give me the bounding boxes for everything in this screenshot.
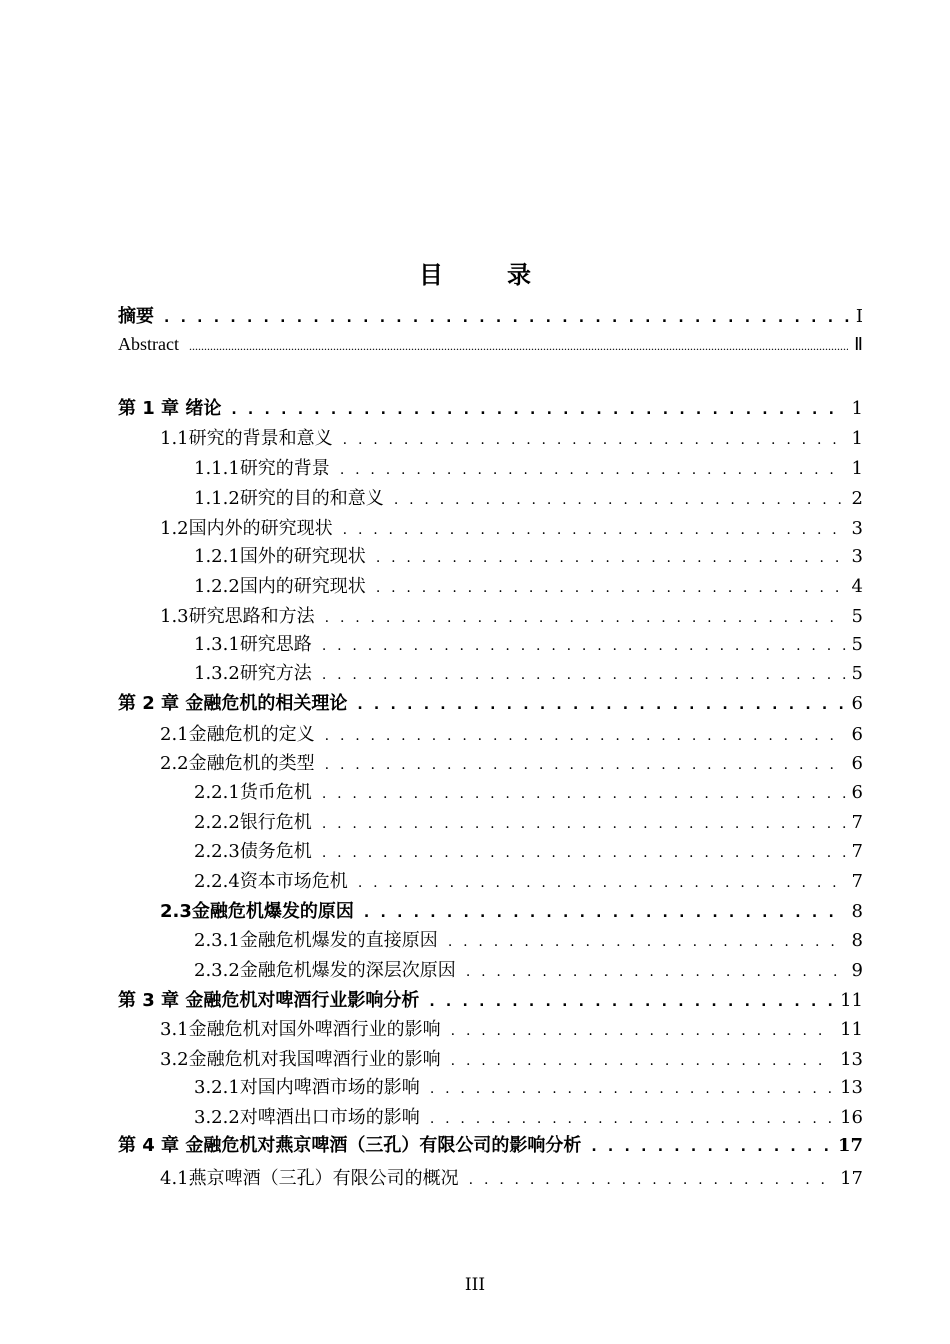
toc-leader-dots [466, 964, 846, 980]
toc-entry-subsection[interactable] [194, 956, 863, 982]
toc-leader-dots [325, 610, 846, 626]
toc-entry-subsection[interactable] [194, 926, 863, 952]
toc-page: 7 [851, 871, 863, 892]
toc-page: 5 [851, 606, 863, 627]
toc-leader-dots [429, 994, 834, 1010]
toc-page: 2 [851, 488, 863, 509]
toc-leader-dots [189, 339, 848, 354]
toc-page: 3 [851, 518, 863, 539]
toc-label: 研究思路 [239, 634, 312, 655]
toc-number: 1.2.1 [194, 546, 240, 567]
toc-entry-section[interactable] [160, 720, 863, 746]
toc-page: 8 [851, 901, 863, 922]
toc-leader-dots [322, 667, 846, 683]
toc-entry-subsection[interactable] [194, 630, 863, 656]
toc-entry-chapter[interactable] [118, 1131, 863, 1157]
toc-label: Abstract [118, 334, 179, 354]
toc-page: 7 [851, 812, 863, 833]
toc-entry-section[interactable] [160, 1015, 863, 1041]
toc-leader-dots [376, 580, 846, 596]
toc-label: 货币危机 [239, 782, 312, 803]
toc-label: 国内的研究现状 [239, 576, 366, 597]
toc-leader-dots [325, 757, 846, 773]
toc-page: 6 [851, 753, 863, 774]
toc-leader-dots [364, 905, 846, 921]
toc-label: 金融危机对我国啤酒行业的影响 [188, 1049, 441, 1070]
toc-title-char-1: 目 [419, 261, 443, 289]
toc-page: 4 [851, 576, 863, 597]
toc-number: 1.1.2 [194, 488, 240, 509]
toc-page: 6 [851, 782, 863, 803]
toc-page: 7 [851, 841, 863, 862]
toc-number: 1.1.1 [194, 458, 240, 479]
toc-leader-dots [357, 697, 845, 713]
toc-entry-subsection[interactable] [194, 1073, 863, 1099]
toc-entry-abstract-en[interactable] [118, 334, 863, 355]
toc-number: 3.1 [160, 1019, 189, 1040]
toc-page: 17 [837, 1135, 863, 1156]
toc-label: 第 1 章 绪论 [118, 398, 222, 419]
toc-leader-dots [322, 845, 846, 861]
toc-entry-subsection[interactable] [194, 542, 863, 568]
toc-page: 11 [840, 990, 863, 1011]
toc-entry-section[interactable] [160, 1045, 863, 1071]
toc-entry-chapter[interactable] [118, 986, 863, 1012]
toc-number: 2.2.2 [194, 812, 240, 833]
toc-label: 第 4 章 金融危机对燕京啤酒（三孔）有限公司的影响分析 [118, 1135, 582, 1156]
toc-title [0, 255, 950, 290]
toc-page: 17 [840, 1168, 863, 1189]
toc-label: 研究方法 [239, 663, 312, 684]
toc-leader-dots [469, 1172, 834, 1188]
toc-number: 2.3.1 [194, 930, 240, 951]
toc-label: 对啤酒出口市场的影响 [239, 1107, 420, 1128]
toc-entry-subsection[interactable] [194, 867, 863, 893]
toc-entry-section[interactable] [160, 602, 863, 628]
toc-entry-chapter[interactable] [118, 394, 863, 420]
toc-leader-dots [430, 1081, 834, 1097]
toc-label: 研究的背景和意义 [188, 428, 333, 449]
toc-page: 1 [851, 398, 863, 419]
toc-label: 研究思路和方法 [188, 606, 315, 627]
toc-leader-dots [376, 550, 846, 566]
toc-label: 摘要 [118, 306, 154, 327]
toc-label: 金融危机的定义 [188, 724, 315, 745]
toc-label: 债务危机 [239, 841, 312, 862]
toc-entry-subsection[interactable] [194, 837, 863, 863]
toc-page: 11 [840, 1019, 863, 1040]
toc-leader-dots [343, 522, 846, 538]
toc-leader-dots [164, 310, 850, 326]
toc-entry-section[interactable] [160, 749, 863, 775]
toc-page: 6 [851, 724, 863, 745]
toc-entry-subsection[interactable] [194, 659, 863, 685]
toc-number: 3.2.2 [194, 1107, 240, 1128]
toc-leader-dots [358, 875, 846, 891]
toc-label: 燕京啤酒（三孔）有限公司的概况 [188, 1168, 459, 1189]
page-number: III [464, 1275, 486, 1295]
toc-page: 8 [851, 930, 863, 951]
toc-leader-dots [322, 638, 846, 654]
toc-number: 1.3.1 [194, 634, 240, 655]
toc-leader-dots [322, 786, 846, 802]
toc-leader-dots [343, 432, 846, 448]
toc-page: 5 [851, 634, 863, 655]
toc-number: 1.3.2 [194, 663, 240, 684]
toc-number: 2.3.2 [194, 960, 240, 981]
toc-entry-subsection[interactable] [194, 572, 863, 598]
toc-page: 5 [851, 663, 863, 684]
toc-label: 金融危机爆发的原因 [191, 901, 354, 922]
toc-label: 金融危机的类型 [188, 753, 315, 774]
toc-page: Ⅱ [854, 334, 863, 354]
toc-number: 2.2.4 [194, 871, 240, 892]
toc-page: 13 [840, 1077, 863, 1098]
toc-number: 2.2.1 [194, 782, 240, 803]
toc-leader-dots [231, 402, 845, 418]
toc-entry-section[interactable] [160, 897, 863, 923]
toc-label: 金融危机爆发的直接原因 [239, 930, 438, 951]
toc-leader-dots [451, 1023, 834, 1039]
toc-page: 9 [851, 960, 863, 981]
toc-label: 金融危机爆发的深层次原因 [239, 960, 456, 981]
toc-entry-section[interactable] [160, 1164, 863, 1190]
toc-entry-abstract-cn[interactable] [118, 302, 863, 328]
toc-number: 1.2 [160, 518, 189, 539]
toc-entry-section[interactable] [160, 424, 863, 450]
toc-number: 1.3 [160, 606, 189, 627]
toc-label: 研究的背景 [239, 458, 330, 479]
toc-label: 国内外的研究现状 [188, 518, 333, 539]
toc-page: 3 [851, 546, 863, 567]
toc-number: 4.1 [160, 1168, 189, 1189]
toc-number: 2.2 [160, 753, 189, 774]
toc-page: 13 [840, 1049, 863, 1070]
toc-entry-subsection[interactable] [194, 778, 863, 804]
toc-leader-dots [325, 728, 846, 744]
toc-number: 2.2.3 [194, 841, 240, 862]
toc-label: 第 3 章 金融危机对啤酒行业影响分析 [118, 990, 420, 1011]
toc-page: 1 [851, 458, 863, 479]
toc-number: 3.2 [160, 1049, 189, 1070]
toc-page: 16 [840, 1107, 863, 1128]
toc-entry-subsection[interactable] [194, 1103, 863, 1129]
toc-entry-subsection[interactable] [194, 454, 863, 480]
toc-title-char-2: 录 [507, 261, 531, 289]
toc-label: 对国内啤酒市场的影响 [239, 1077, 420, 1098]
toc-label: 银行危机 [239, 812, 312, 833]
toc-label: 国外的研究现状 [239, 546, 366, 567]
toc-leader-dots [448, 934, 846, 950]
toc-entry-section[interactable] [160, 514, 863, 540]
toc-number: 3.2.1 [194, 1077, 240, 1098]
toc-page: 6 [851, 693, 863, 714]
toc-number: 1.1 [160, 428, 189, 449]
toc-number: 2.1 [160, 724, 189, 745]
toc-number: 1.2.2 [194, 576, 240, 597]
toc-number: 2.3 [160, 901, 192, 922]
toc-entry-subsection[interactable] [194, 808, 863, 834]
toc-page: 1 [851, 428, 863, 449]
toc-leader-dots [430, 1111, 834, 1127]
toc-leader-dots [591, 1139, 832, 1155]
toc-page: I [855, 306, 863, 327]
toc-label: 金融危机对国外啤酒行业的影响 [188, 1019, 441, 1040]
toc-leader-dots [451, 1053, 834, 1069]
toc-entry-subsection[interactable] [194, 484, 863, 510]
toc-leader-dots [394, 492, 846, 508]
toc-label: 第 2 章 金融危机的相关理论 [118, 693, 348, 714]
toc-leader-dots [322, 816, 846, 832]
toc-entry-chapter[interactable] [118, 689, 863, 715]
toc-leader-dots [340, 462, 846, 478]
toc-label: 研究的目的和意义 [239, 488, 384, 509]
toc-label: 资本市场危机 [239, 871, 348, 892]
